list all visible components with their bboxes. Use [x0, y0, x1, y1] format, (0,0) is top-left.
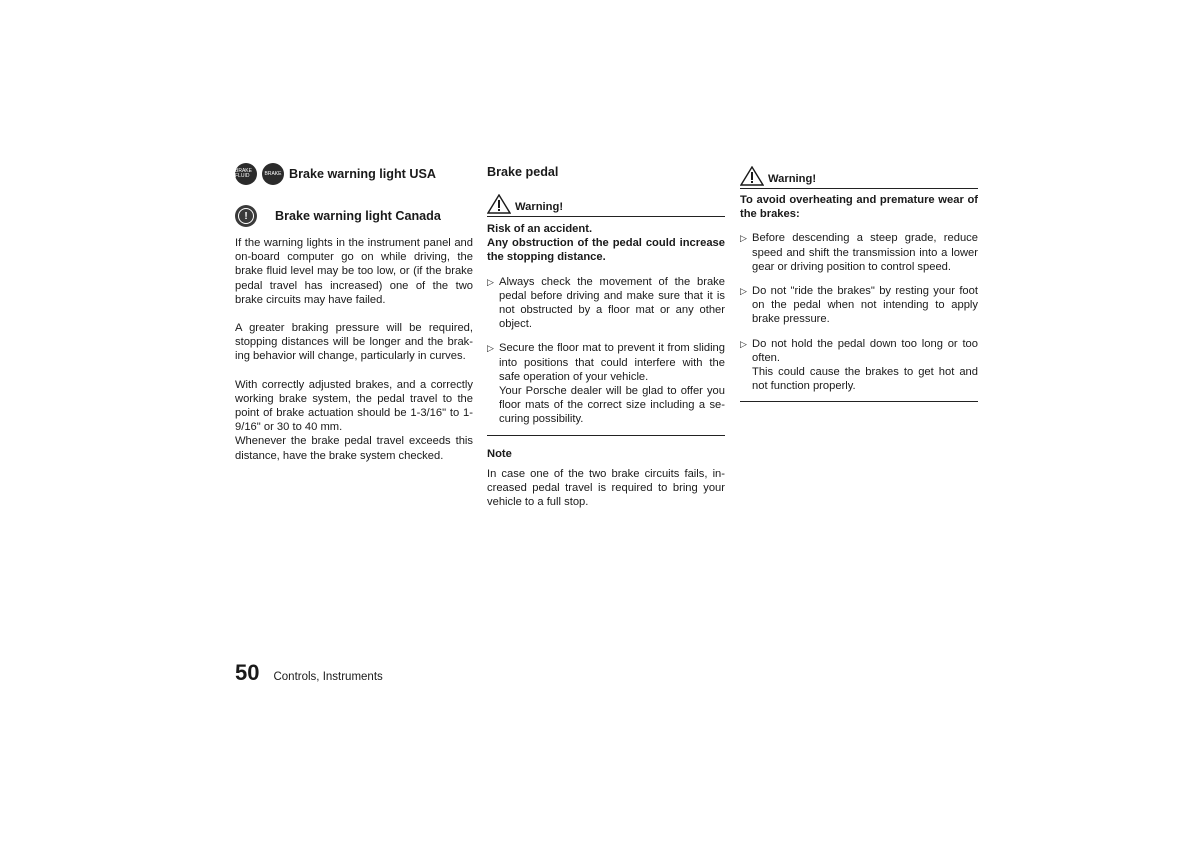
list-item [487, 341, 725, 426]
bullet-text: Secure the floor mat to prevent it from sliding into positions that could interfere with the safe operation of your vehicle. [499, 342, 725, 383]
bullet-arrow-icon: ▷ [740, 233, 747, 244]
column-brake-pedal [487, 160, 725, 509]
bullet-text-group [499, 341, 725, 426]
brake-fluid-icon-label: BRAKE FLUID [235, 168, 252, 179]
bullet-arrow-icon: ▷ [487, 276, 494, 287]
brake-fluid-warning-icon [235, 163, 257, 185]
note-heading: Note [487, 447, 512, 460]
paragraph-have-checked: Whenever the brake pedal travel exceeds this distance, have the brake system checked. [235, 435, 473, 462]
bullet-text-group [752, 337, 978, 394]
list-item [740, 337, 978, 394]
page-footer [235, 660, 383, 686]
section-name: Controls, Instruments [273, 671, 383, 683]
warning-header [740, 166, 978, 189]
bullet-arrow-icon: ▷ [487, 343, 494, 354]
brake-warning-icon [262, 163, 284, 185]
bullet-text: Do not hold the pedal down too long or too often. [752, 337, 978, 364]
list-item [487, 275, 725, 332]
warning-label: Warning! [768, 172, 817, 185]
list-item [740, 284, 978, 327]
bullet-text-continued: This could cause the brakes to get hot and not function properly. [752, 366, 978, 393]
note-text: In case one of the two brake circuits fails, in-creased pedal travel is required to bring your vehicle to a full stop. [487, 467, 725, 509]
bullet-arrow-icon: ▷ [740, 338, 747, 349]
canada-heading: Brake warning light Canada [275, 208, 441, 223]
warning-triangle-icon [487, 194, 511, 214]
warning-header [487, 194, 725, 217]
brake-icon-label: BRAKE [264, 170, 282, 177]
list-item [740, 231, 978, 274]
bullet-arrow-icon: ▷ [740, 286, 747, 297]
warning-triangle-icon [740, 166, 764, 186]
divider [740, 401, 978, 402]
paragraph-warning-lights: If the warning lights in the instrument panel and on-board computer go on while driving, the brake fluid level may be too low, or (if the brake pedal travel has increased) one of the two brake circuits may have failed. [235, 237, 473, 306]
bullet-text: Do not "ride the brakes" by resting your foot on the pedal when not intending to apply brake pressure. [752, 285, 978, 326]
bullet-text-continued: Your Porsche dealer will be glad to offer you floor mats of the correct size including a se-curing possibility. [499, 385, 725, 426]
page-number: 50 [235, 660, 260, 685]
paragraph-braking-pressure: A greater braking pressure will be required, stopping distances will be longer and the brak-ing behavior will change, particularly in curves. [235, 322, 473, 363]
obstruction-text: Any obstruction of the pedal could increase the stopping distance. [487, 237, 725, 264]
brake-pedal-heading: Brake pedal [487, 165, 559, 179]
exclamation-circle-icon [235, 205, 257, 227]
warning-label: Warning! [515, 200, 564, 213]
canada-heading-row [235, 202, 473, 230]
column-brake-warning [740, 160, 978, 402]
exclamation-icon-mark: ! [238, 208, 254, 224]
risk-text: Risk of an accident. [487, 223, 593, 235]
bullet-text: Before descending a steep grade, reduce speed and shift the transmission into a lower gear or driving position to control speed. [752, 232, 978, 273]
usa-heading: Brake warning light USA [289, 166, 436, 181]
usa-heading-row [235, 160, 473, 188]
column-brake-warning-lights [235, 160, 473, 463]
paragraph-pedal-travel: With correctly adjusted brakes, and a correctly working brake system, the pedal travel to the point of brake actuation should be 1-3/16" to 1-9/16" or 30 to 40 mm. [235, 378, 473, 434]
intro-text: To avoid overheating and premature wear of the brakes: [740, 194, 978, 221]
bullet-text: Always check the movement of the brake pedal before driving and make sure that it is not obstructed by a floor mat or any other object. [499, 275, 725, 331]
